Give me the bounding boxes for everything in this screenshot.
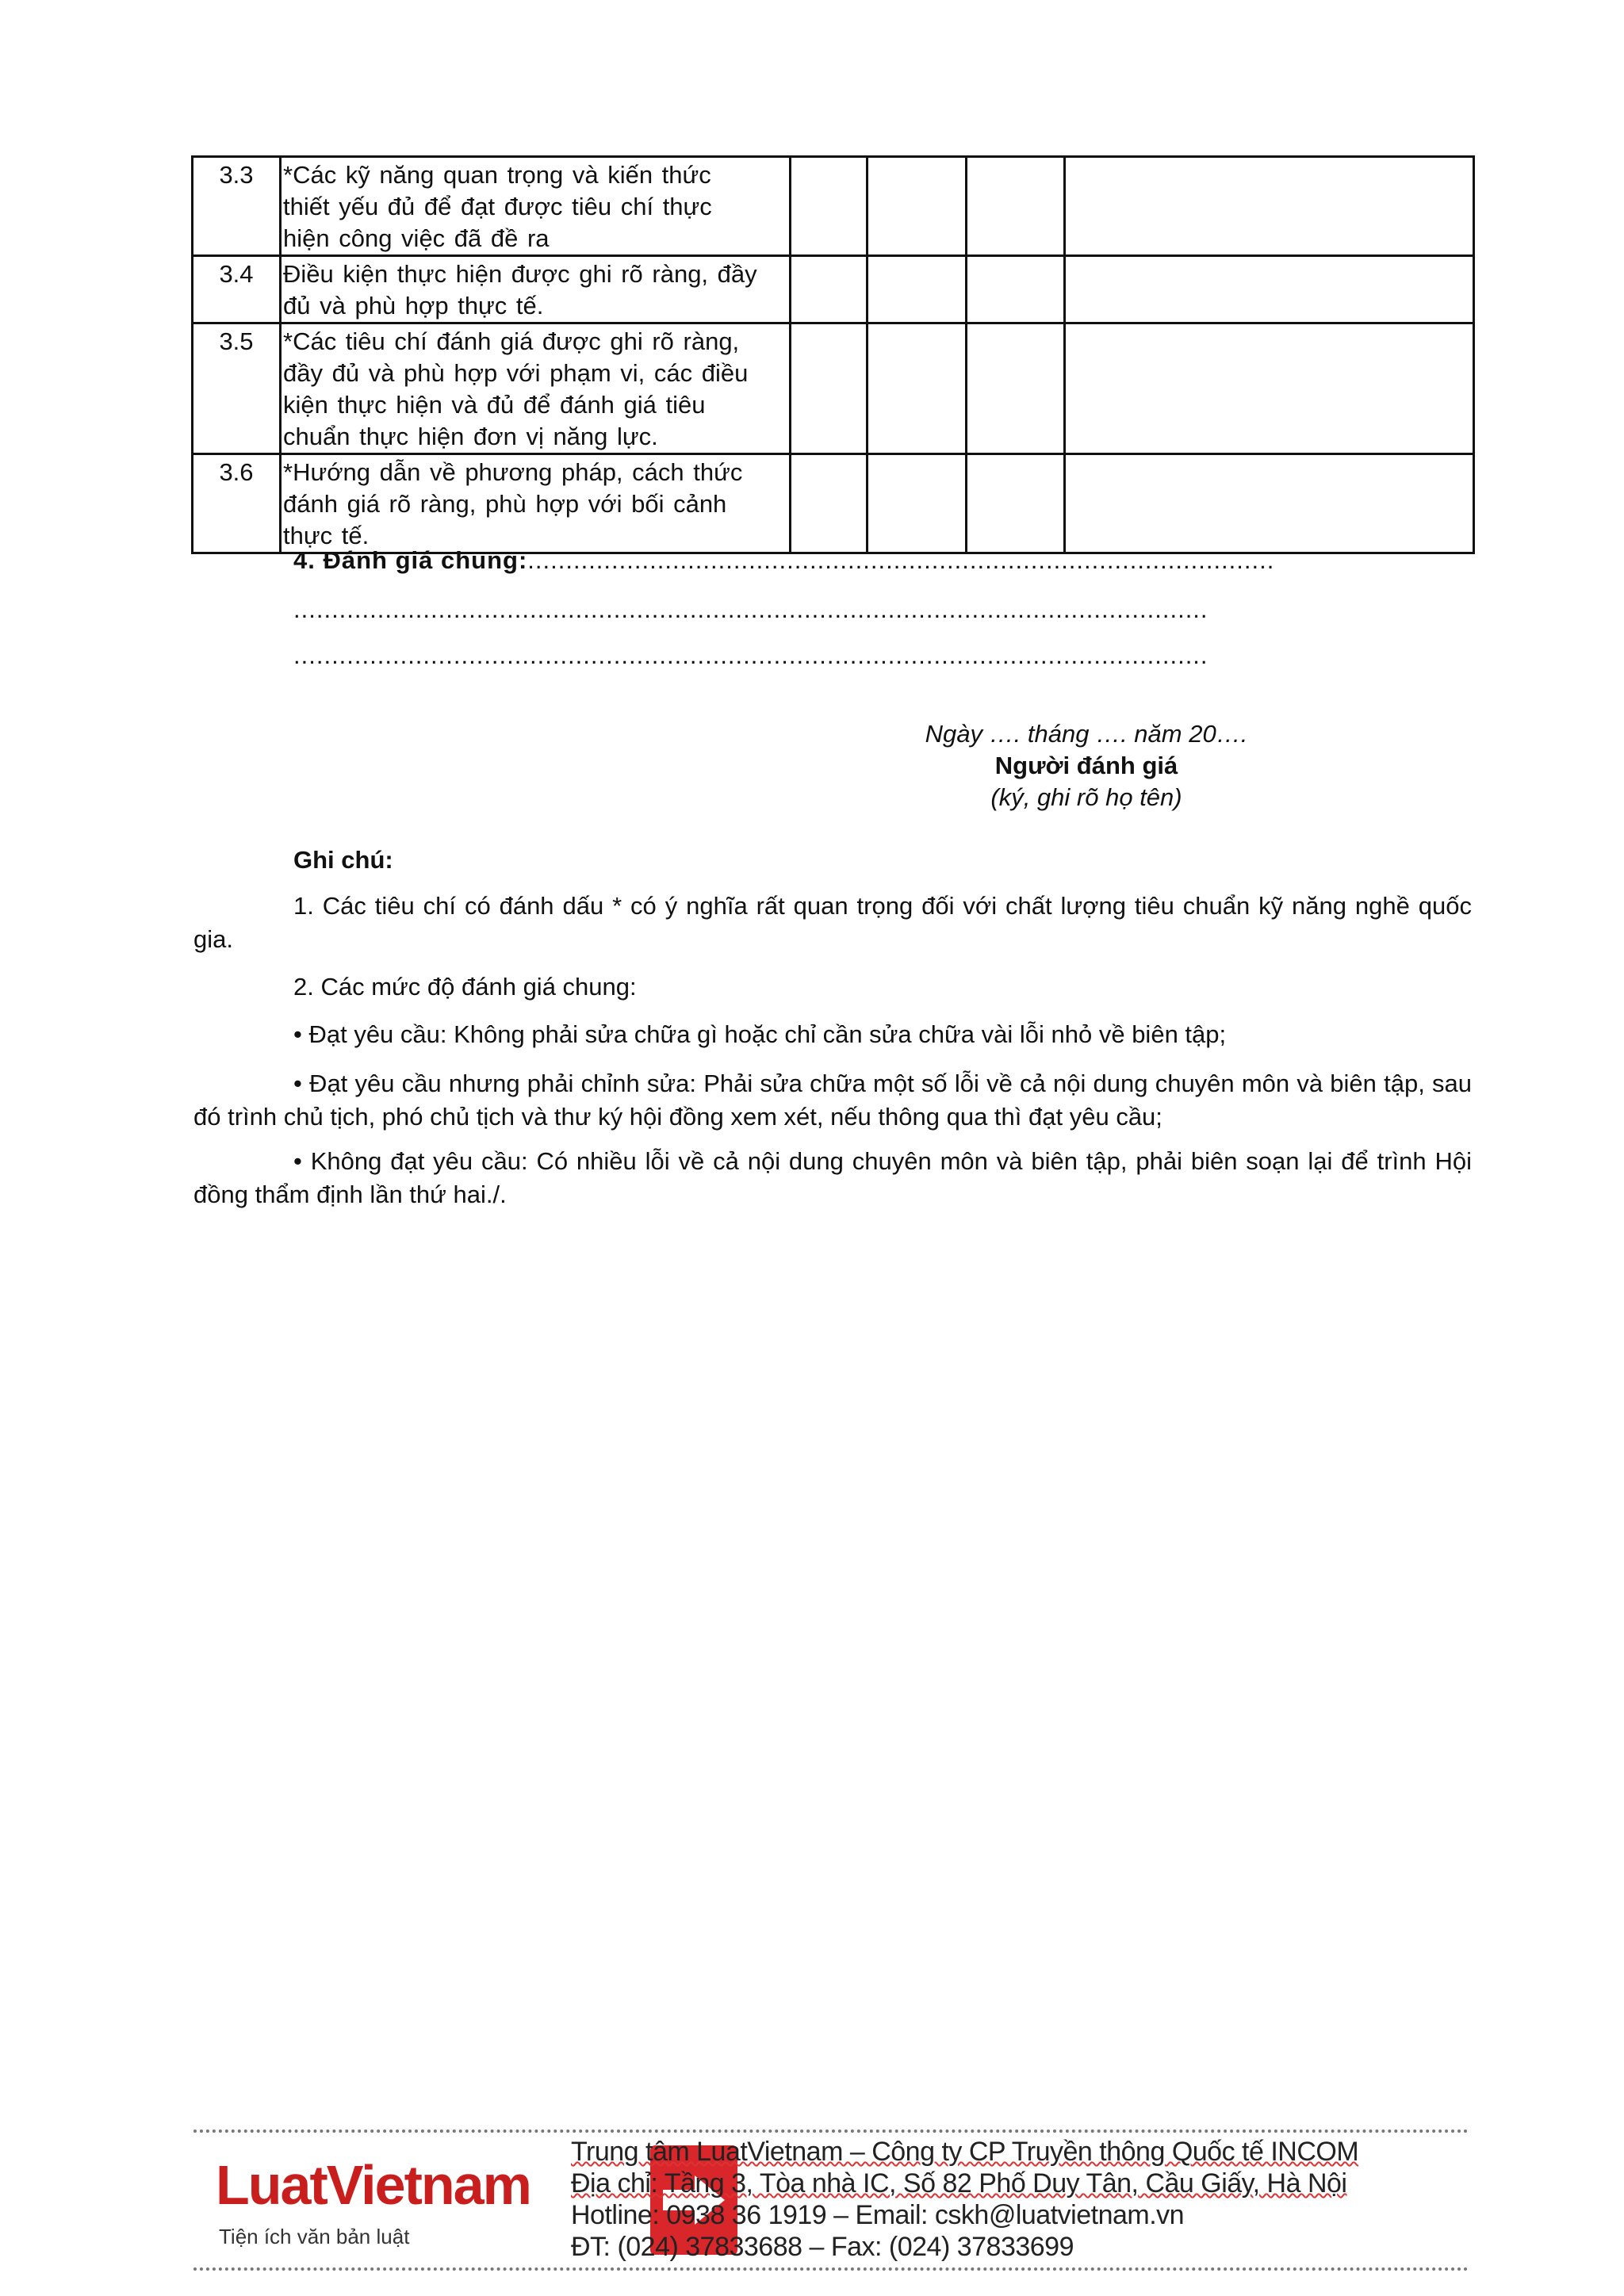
footer-company: Trung tâm LuatVietnam – Công ty CP Truyền thông Quốc tế INCOM	[571, 2137, 1359, 2167]
note-1: 1. Các tiêu chí có đánh dấu * có ý nghĩa rất quan trọng đối với chất lượng tiêu chuẩn kỹ năng nghề quốc gia.	[193, 892, 1472, 953]
rating-cell[interactable]	[868, 454, 967, 553]
rating-cell[interactable]	[967, 256, 1065, 323]
criteria-table	[191, 155, 1475, 554]
row-number: 3.6	[193, 454, 281, 553]
signature-title: Người đánh giá	[994, 752, 1178, 779]
criterion-line: thực tế.	[283, 522, 370, 549]
signature-date: Ngày …. tháng …. năm 20….	[925, 720, 1248, 748]
rating-cell[interactable]	[967, 157, 1065, 256]
table-row	[193, 256, 1474, 323]
table-row	[193, 454, 1474, 553]
dotted-fill: ..................................................................................................	[527, 546, 1275, 574]
criterion-line: chuẩn thực hiện đơn vị năng lực.	[283, 423, 658, 450]
criterion-line: *Các tiêu chí đánh giá được ghi rõ ràng,	[283, 327, 740, 355]
footer-phone-fax: ĐT: (024) 37833688 – Fax: (024) 37833699	[571, 2232, 1074, 2262]
rating-cell[interactable]	[791, 256, 868, 323]
comment-cell[interactable]	[1065, 454, 1474, 553]
general-assessment-line-1[interactable]	[293, 544, 1372, 577]
footer-hotline: Hotline: 0938 36 1919 – Email: cskh@luatvietnam.vn	[571, 2200, 1185, 2230]
general-assessment-line-2[interactable]: ........................................................................................................................	[293, 595, 1208, 623]
criterion-line: đầy đủ và phù hợp với phạm vi, các điều	[283, 359, 749, 387]
logo-tagline: Tiện ích văn bản luật	[219, 2225, 410, 2248]
criterion-line: kiện thực hiện và đủ để đánh giá tiêu	[283, 391, 706, 419]
criterion-text	[281, 157, 791, 256]
rating-cell[interactable]	[967, 323, 1065, 454]
criterion-text	[281, 454, 791, 553]
criterion-line: Điều kiện thực hiện được ghi rõ ràng, đầy	[283, 260, 757, 288]
footer-address: Địa chỉ: Tầng 3, Tòa nhà IC, Số 82 Phố Duy Tân, Cầu Giấy, Hà Nội	[571, 2168, 1347, 2198]
rating-cell[interactable]	[967, 454, 1065, 553]
comment-cell[interactable]	[1065, 157, 1474, 256]
row-number: 3.5	[193, 323, 281, 454]
rating-cell[interactable]	[868, 256, 967, 323]
rating-cell[interactable]	[791, 454, 868, 553]
rating-cell[interactable]	[868, 323, 967, 454]
criterion-line: đánh giá rõ ràng, phù hợp với bối cảnh	[283, 490, 727, 518]
criterion-line: *Hướng dẫn về phương pháp, cách thức	[283, 458, 743, 486]
criterion-line: *Các kỹ năng quan trọng và kiến thức	[283, 161, 711, 189]
table-row	[193, 157, 1474, 256]
rating-cell[interactable]	[791, 323, 868, 454]
footer-banner	[193, 2130, 1469, 2271]
signature-note: (ký, ghi rõ họ tên)	[990, 783, 1182, 811]
rating-cell[interactable]	[868, 157, 967, 256]
general-assessment-line-3[interactable]: ........................................................................................................................	[293, 641, 1208, 669]
criterion-line: đủ và phù hợp thực tế.	[283, 292, 544, 320]
note-bullet-2: • Đạt yêu cầu nhưng phải chỉnh sửa: Phải sửa chữa một số lỗi về cả nội dung chuyên môn và biên tập, sau đó trình chủ tịch, phó chủ tịch và thư ký hội đồng xem xét, nếu thông qua thì đạt yêu cầu;	[193, 1070, 1472, 1131]
rating-cell[interactable]	[791, 157, 868, 256]
note-bullet-1: • Đạt yêu cầu: Không phải sửa chữa gì hoặc chỉ cần sửa chữa vài lỗi nhỏ về biên tập;	[293, 1020, 1227, 1048]
criterion-text	[281, 256, 791, 323]
comment-cell[interactable]	[1065, 256, 1474, 323]
notes-heading: Ghi chú:	[293, 846, 393, 874]
table-row	[193, 323, 1474, 454]
row-number: 3.3	[193, 157, 281, 256]
note-bullet-3: • Không đạt yêu cầu: Có nhiều lỗi về cả nội dung chuyên môn và biên tập, phải biên soạn lại để trình Hội đồng thẩm định lần thứ hai./.	[193, 1147, 1472, 1208]
row-number: 3.4	[193, 256, 281, 323]
logo-wordmark: LuatVietnam	[216, 2154, 530, 2216]
general-assessment-label: 4. Đánh giá chung:	[293, 546, 528, 574]
criterion-line: thiết yếu đủ để đạt được tiêu chí thực	[283, 193, 712, 220]
criterion-text	[281, 323, 791, 454]
note-2: 2. Các mức độ đánh giá chung:	[293, 973, 637, 1001]
criterion-line: hiện công việc đã đề ra	[283, 224, 550, 252]
comment-cell[interactable]	[1065, 323, 1474, 454]
